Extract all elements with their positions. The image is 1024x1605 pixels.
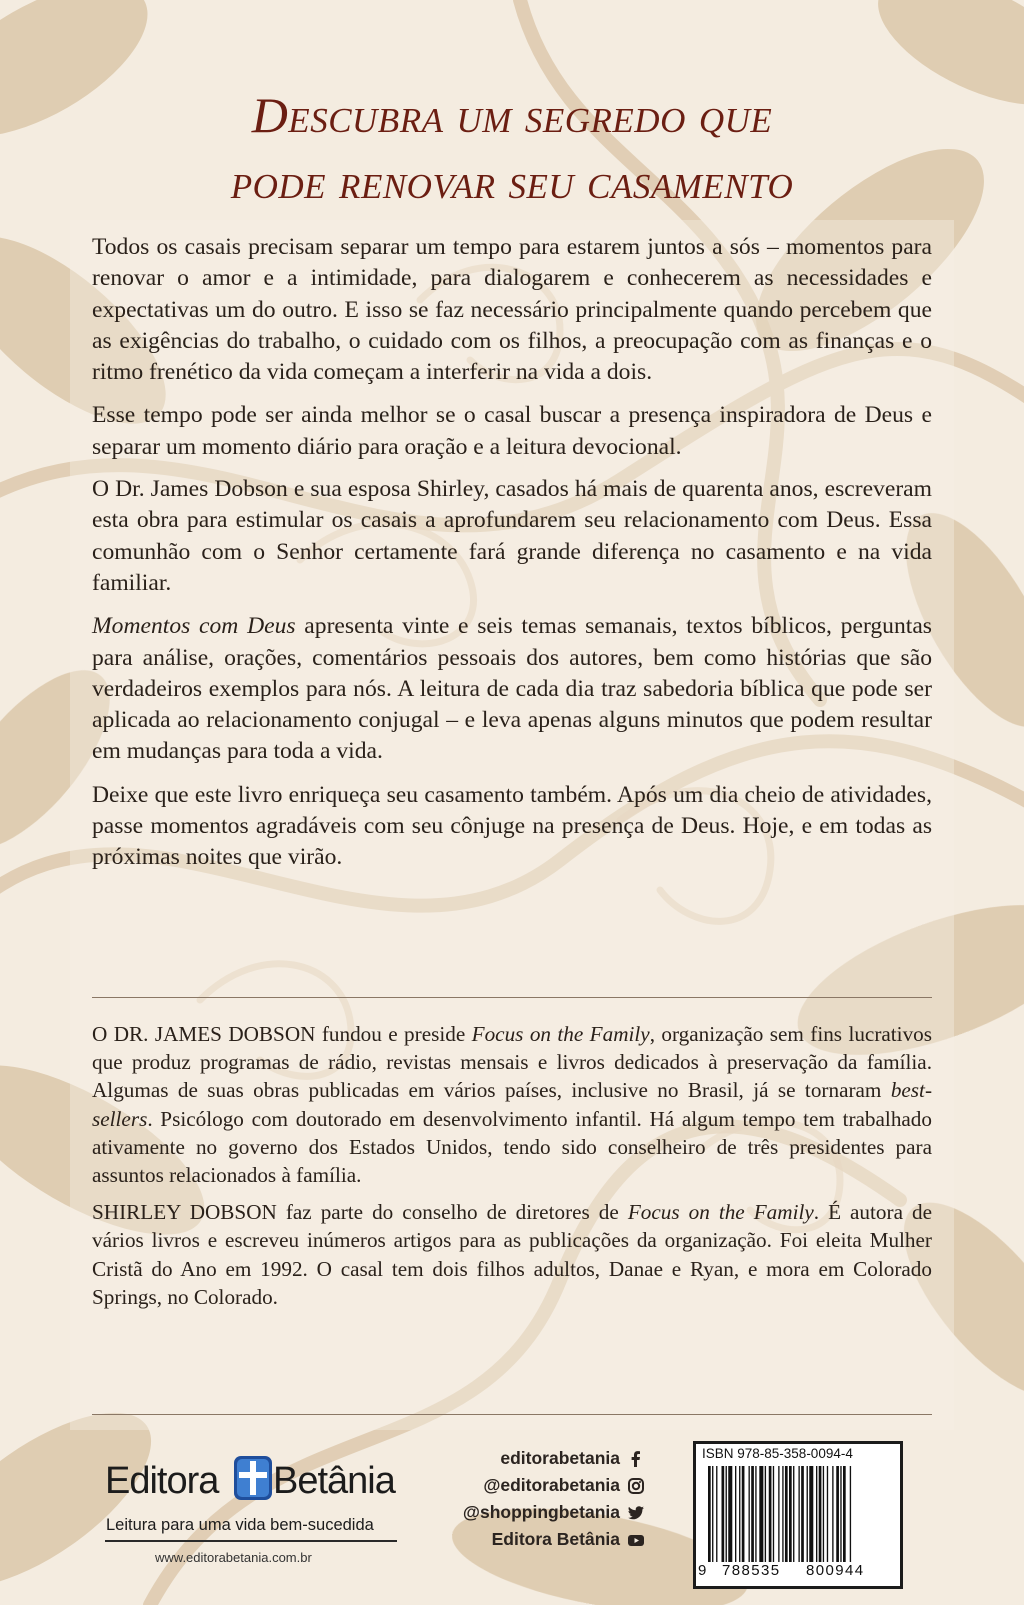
barcode-bar [728, 1466, 732, 1562]
synopsis-paragraph-3: O Dr. James Dobson e sua esposa Shirley, casados há mais de quarenta anos, escreveram esta obra para estimular os casais a aprofundarem seu relacionamento com Deus. Essa comunhão com o Senhor certamente fará grande diferença no casamento e na vida familiar. [92, 476, 932, 596]
barcode-bar [832, 1466, 833, 1562]
twitter-icon [627, 1504, 645, 1522]
headline [80, 82, 944, 214]
barcode-digit-first: 9 [698, 1562, 707, 1579]
publisher-url: www.editorabetania.com.br [155, 1550, 312, 1565]
barcode-bar [798, 1466, 799, 1562]
barcode-bar [716, 1466, 717, 1562]
synopsis-paragraph-4 [92, 611, 932, 767]
publisher-name-part-2: Betânia [273, 1460, 395, 1502]
barcode-bar [778, 1466, 779, 1562]
social-instagram [455, 1472, 645, 1499]
barcode-bar [823, 1466, 824, 1562]
social-youtube [455, 1526, 645, 1553]
barcode-bar [793, 1466, 794, 1562]
headline-line-1: Descubra um segredo que [251, 87, 773, 143]
barcode-bar [749, 1466, 750, 1562]
barcode-bar [708, 1466, 711, 1562]
barcode-bar [789, 1466, 792, 1562]
isbn-label: ISBN 978-85-358-0094-4 [702, 1446, 853, 1461]
barcode-bar [836, 1466, 839, 1562]
barcode-bar [807, 1466, 808, 1562]
isbn-barcode [693, 1441, 903, 1589]
barcode-bar [722, 1466, 725, 1562]
barcode-bar [726, 1466, 727, 1562]
barcode-bar [827, 1466, 828, 1562]
barcode-bar [759, 1466, 763, 1562]
bio-shirley-dobson [92, 1198, 932, 1311]
barcode-digits-right: 800944 [806, 1562, 865, 1579]
synopsis-paragraph-1: Todos os casais precisam separar um tempo para estarem juntos a sós – momentos para renovar o amor e a intimidade, para dialogarem e conhecerem as necessidades e expectativas um do outro. E isso se faz necessário principalmente quando percebem que as exigências do trabalho, o cuidado com os filhos, a preocupação com as finanças e o ritmo frenético da vida começam a interferir na vida a dois. [92, 234, 932, 386]
bio-james-dobson [92, 1020, 932, 1189]
publisher-underline [105, 1540, 397, 1542]
social-links [455, 1445, 645, 1553]
barcode-digits-left: 788535 [722, 1562, 781, 1579]
barcode-bar [751, 1466, 754, 1562]
bio-shirley-text-2: . É autora de vários livros e escreveu inúmeros artigos para as publicações da organização. Foi eleita Mulher Cristã do Ano em 1992. O casal tem dois filhos adultos, Danae e Ryan, e mora em Colorado Springs, no Colorado. [92, 1200, 932, 1309]
barcode-bar [735, 1466, 736, 1562]
barcode-bar [739, 1466, 740, 1562]
barcode-bar [840, 1466, 841, 1562]
publisher-logo [105, 1438, 405, 1598]
barcode-bar [755, 1466, 756, 1562]
barcode-bar [801, 1466, 804, 1562]
divider-bottom [92, 1414, 932, 1415]
youtube-icon [627, 1531, 645, 1549]
bio-shirley-text-1: SHIRLEY DOBSON faz parte do conselho de diretores de [92, 1200, 628, 1225]
barcode-bar [785, 1466, 788, 1562]
barcode-bar [816, 1466, 817, 1562]
social-twitter-handle: @shoppingbetania [462, 1502, 620, 1522]
bio-shirley-focus: Focus on the Family [627, 1200, 814, 1225]
bio-james-bestsellers: best-sellers [92, 1078, 932, 1131]
barcode-bar [782, 1466, 783, 1562]
social-twitter [455, 1499, 645, 1526]
facebook-icon [627, 1450, 645, 1468]
publisher-emblem-icon [232, 1452, 274, 1504]
divider-top [92, 997, 932, 998]
bio-james-text-1: O DR. JAMES DOBSON fundou e preside [92, 1022, 472, 1046]
bio-james-focus: Focus on the Family [471, 1022, 650, 1046]
synopsis-paragraph-4-text: apresenta vinte e seis temas semanais, textos bíblicos, perguntas para análise, orações, comentários pessoais dos autores, bem como histórias que são verdadeiros exemplos para nós. A leitura de cada dia traz sabedoria bíblica que pode ser aplicada ao relacionamento conjugal – e leva apenas alguns minutos que podem resultar em mudanças para toda a vida. [92, 613, 932, 765]
authors-bio [92, 1020, 932, 1320]
book-title: Momentos com Deus [92, 613, 296, 640]
instagram-icon [627, 1477, 645, 1495]
barcode-bar [765, 1466, 766, 1562]
social-facebook [455, 1445, 645, 1472]
synopsis [92, 232, 932, 886]
barcode-bar [819, 1466, 822, 1562]
social-youtube-handle: Editora Betânia [491, 1529, 620, 1549]
publisher-name [105, 1460, 395, 1503]
barcode-bar [850, 1466, 851, 1562]
barcode-bars [708, 1466, 892, 1562]
social-facebook-handle: editorabetania [500, 1448, 620, 1468]
publisher-name-part-1: Editora [105, 1460, 219, 1502]
barcode-bar [773, 1466, 774, 1562]
barcode-bar [809, 1466, 813, 1562]
synopsis-paragraph-5: Deixe que este livro enriqueça seu casamento também. Após um dia cheio de atividades, passe momentos agradáveis com seu cônjuge na presença de Deus. Hoje, e em todas as próximas noites que virão. [92, 781, 932, 871]
synopsis-paragraph-2: Esse tempo pode ser ainda melhor se o casal buscar a presença inspiradora de Deus e separar um momento diário para oração e a leitura devocional. [92, 402, 932, 460]
barcode-bar [843, 1466, 846, 1562]
headline-line-2: pode renovar seu casamento [230, 153, 794, 209]
bio-james-text-3: . Psicólogo com doutorado em desenvolvimento infantil. Há algum tempo tem trabalhado ativamente no governo dos Estados Unidos, tendo sido conselheiro de três presidentes para assuntos relacionados à família. [92, 1106, 932, 1188]
barcode-bar [769, 1466, 772, 1562]
barcode-bar [742, 1466, 745, 1562]
social-instagram-handle: @editorabetania [483, 1475, 620, 1495]
publisher-tagline: Leitura para uma vida bem-sucedida [106, 1516, 374, 1534]
barcode-bar [712, 1466, 713, 1562]
bio-james-text-2: , organização sem fins lucrativos que produz programas de rádio, revistas mensais e livros dedicados à preservação da família. Algumas de suas obras publicadas em vários países, inclusive no Brasil, já se tornaram [92, 1022, 932, 1103]
